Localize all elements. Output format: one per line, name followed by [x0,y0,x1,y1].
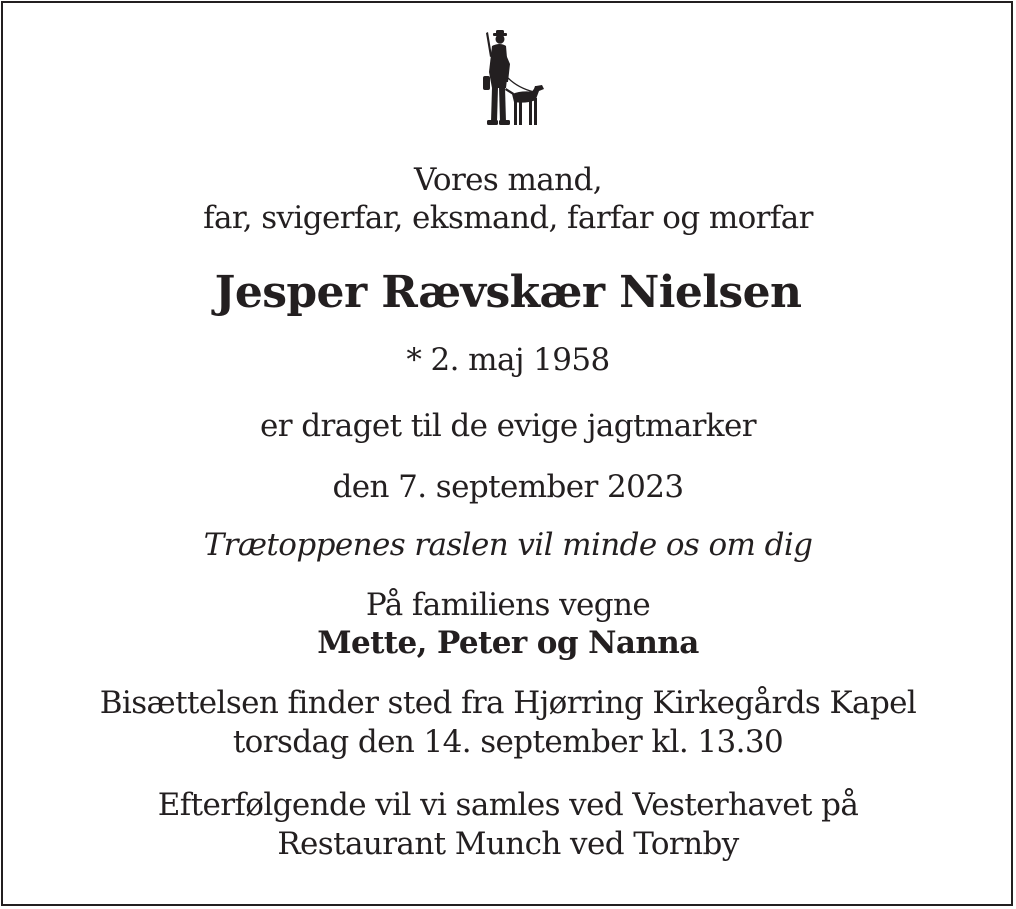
gathering-line-2: Restaurant Munch ved Tornby [277,826,739,862]
notice-border [1,1,1013,906]
family-names: Mette, Peter og Nanna [317,625,699,661]
intro-line-1: Vores mand, [413,162,603,198]
memorial-quote: Trætoppenes raslen vil minde os om dig [203,527,813,563]
death-date: den 7. september 2023 [332,469,684,505]
hunter-with-dog-icon [472,30,544,128]
intro-line-2: far, svigerfar, eksmand, farfar og morfar [203,200,813,236]
deceased-name: Jesper Rævskær Nielsen [214,267,802,318]
family-intro: På familiens vegne [365,587,651,623]
death-phrase: er draget til de evige jagtmarker [260,408,756,444]
funeral-line-1: Bisættelsen finder sted fra Hjørring Kirkegårds Kapel [99,685,917,721]
gathering-line-1: Efterfølgende vil vi samles ved Vesterhavet på [157,787,859,823]
birth-date: * 2. maj 1958 [406,342,610,378]
funeral-line-2: torsdag den 14. september kl. 13.30 [232,724,784,760]
